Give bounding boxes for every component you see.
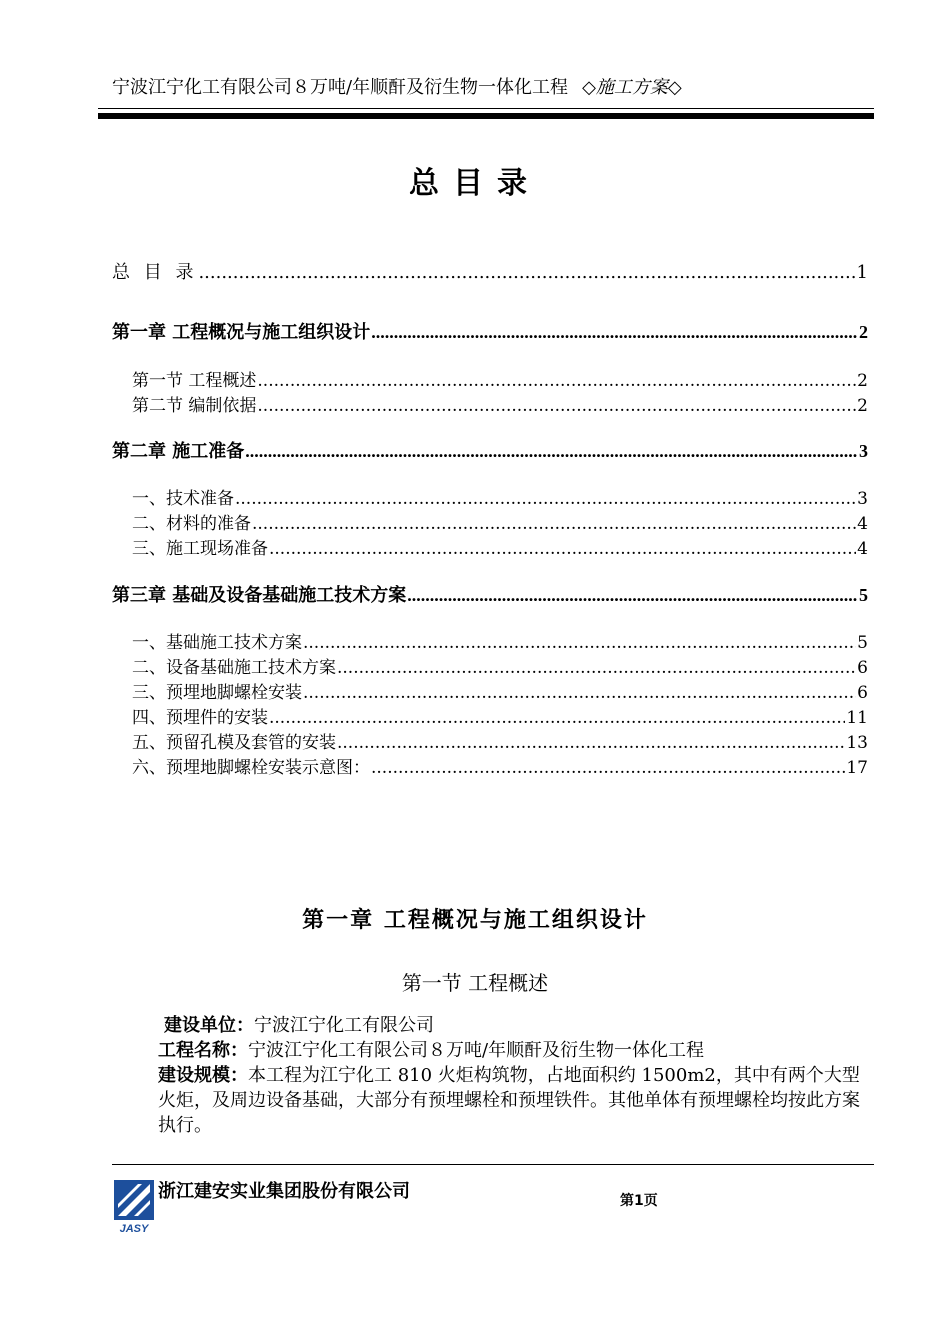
toc-entry-label: 五、预留孔模及套管的安装 (132, 733, 336, 753)
company-name: 浙江建安实业集团股份有限公司 (158, 1181, 410, 1202)
toc-entry[interactable] (132, 753, 868, 778)
toc-leader (303, 683, 856, 703)
toc-entry-page: 6 (857, 658, 868, 678)
toc-entry[interactable] (132, 653, 868, 678)
toc-entry[interactable] (112, 318, 868, 344)
toc-entry[interactable] (132, 391, 868, 416)
toc-leader (257, 371, 856, 391)
header-rule-thick (98, 113, 874, 119)
toc-leader (337, 733, 845, 753)
toc-entry-label: 三、预埋地脚螺栓安装 (132, 683, 302, 703)
toc-entry-label: 三、施工现场准备 (132, 539, 268, 559)
toc-entry[interactable] (112, 581, 868, 607)
toc-entry-page: 2 (857, 371, 868, 391)
toc-entry-page: 11 (846, 708, 868, 728)
toc-leader (371, 758, 845, 778)
construction-unit-line (158, 1013, 872, 1038)
project-overview (158, 1013, 872, 1138)
toc-entry-page: 2 (859, 322, 868, 342)
page-number: 第1页 (620, 1193, 658, 1209)
toc-leader (303, 633, 856, 653)
toc-entry-page: 6 (857, 683, 868, 703)
footer-rule (112, 1164, 874, 1165)
project-name-label: 工程名称： (158, 1040, 248, 1061)
toc-entry-label: 第二节 编制依据 (132, 396, 257, 416)
project-name-value: 宁波江宁化工有限公司８万吨/年顺酐及衍生物一体化工程 (248, 1040, 705, 1061)
logo-text: JASY (119, 1223, 149, 1234)
toc-entry-page: 3 (857, 489, 868, 509)
toc-entry[interactable] (132, 484, 868, 509)
toc-entry-page: 2 (857, 396, 868, 416)
toc-entry-label: 一、技术准备 (132, 489, 234, 509)
document-title: 总目录 (409, 166, 541, 201)
page-header (112, 76, 872, 100)
toc-leader (269, 708, 845, 728)
company-logo-icon (112, 1178, 156, 1234)
header-rule-thin (98, 108, 874, 109)
construction-unit-label: 建设单位： (164, 1015, 254, 1036)
project-name-line (158, 1038, 872, 1063)
toc-leader (337, 658, 856, 678)
toc-entry-label: 第一章 工程概况与施工组织设计 (112, 322, 371, 343)
header-project-title: 宁波江宁化工有限公司８万吨/年顺酐及衍生物一体化工程 (112, 77, 569, 98)
chapter-heading: 第一章 工程概况与施工组织设计 (302, 908, 648, 933)
toc-entry[interactable] (132, 678, 868, 703)
toc-entry-label: 二、设备基础施工技术方案 (132, 658, 336, 678)
toc-entry-label: 第一节 工程概述 (132, 371, 257, 391)
toc-entry[interactable] (132, 534, 868, 559)
toc-entry-label: 总 目 录 (112, 262, 198, 283)
toc-entry-label: 二、材料的准备 (132, 514, 251, 534)
toc-entry[interactable] (112, 258, 868, 284)
toc-entry-label: 第三章 基础及设备基础施工技术方案 (112, 585, 407, 606)
construction-unit-value: 宁波江宁化工有限公司 (254, 1015, 434, 1036)
construction-scale-label: 建设规模： (158, 1065, 248, 1086)
toc-leader (235, 489, 856, 509)
toc-entry-page: 3 (859, 441, 868, 461)
toc-entry-label: 六、预埋地脚螺栓安装示意图： (132, 758, 370, 778)
construction-scale-line (158, 1063, 872, 1138)
toc-entry-label: 四、预埋件的安装 (132, 708, 268, 728)
toc-entry-page: 1 (856, 262, 868, 283)
toc-entry[interactable] (132, 509, 868, 534)
toc-entry-page: 13 (846, 733, 868, 753)
toc-entry[interactable] (132, 703, 868, 728)
toc-entry[interactable] (132, 366, 868, 391)
toc-leader (257, 396, 856, 416)
toc-entry[interactable] (112, 437, 868, 463)
toc-entry-label: 一、基础施工技术方案 (132, 633, 302, 653)
toc-leader (252, 514, 856, 534)
toc-entry-page: 4 (857, 514, 868, 534)
construction-scale-value: 本工程为江宁化工 810 火炬构筑物，占地面积约 1500m2，其中有两个大型火炬，及周边设备基础，大部分有预埋螺栓和预埋铁件。其他单体有预埋螺栓均按此方案执行。 (158, 1065, 860, 1136)
toc-entry-label: 第二章 施工准备 (112, 441, 245, 462)
toc-leader (269, 539, 856, 559)
toc-leader (198, 262, 855, 283)
toc-entry-page: 4 (857, 539, 868, 559)
toc-entry-page: 5 (857, 633, 868, 653)
toc-entry-page: 5 (859, 585, 868, 605)
toc-leader (407, 585, 858, 606)
section-heading: 第一节 工程概述 (401, 971, 549, 995)
toc-leader (371, 322, 858, 343)
toc-entry[interactable] (132, 628, 868, 653)
toc-entry-page: 17 (846, 758, 868, 778)
toc-leader (245, 441, 858, 462)
header-tag: ◇施工方案◇ (582, 77, 682, 98)
toc-entry[interactable] (132, 728, 868, 753)
